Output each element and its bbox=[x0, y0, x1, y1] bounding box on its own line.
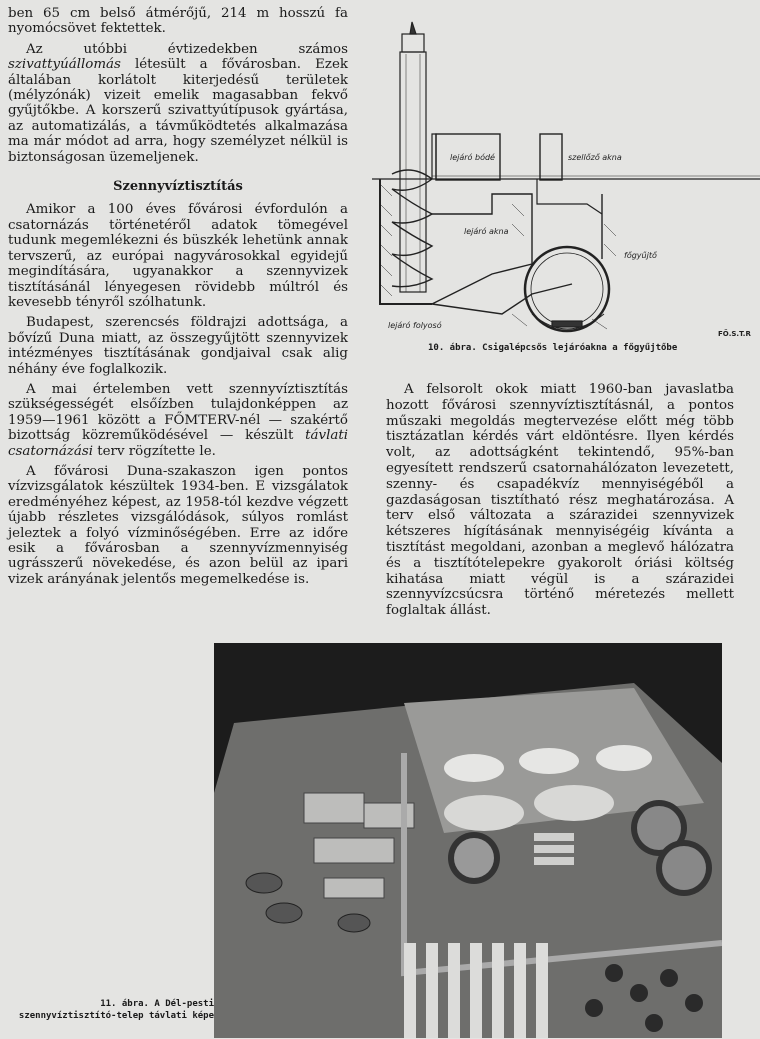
access-corridor bbox=[432, 284, 572, 314]
drawing-stamp: FŐ.S.T.R bbox=[718, 330, 751, 338]
vent-shaft-top bbox=[540, 134, 562, 180]
text-run: létesült a fővárosban. Ezek általában korlátolt kiterjedésű területek (mélyzónák) vizeit emelik magasabban fekvő gyűjtőkbe. A korszerű szivattyútípusok gyártása, az automatizálás, a távműködtetés alkalmazása ma már módot ad arra, hogy személyzet nélkül is biztonságosan üzemeljenek. bbox=[8, 57, 348, 165]
paragraph bbox=[8, 382, 348, 459]
figure-10-drawing bbox=[372, 14, 760, 344]
treatment-plant-model bbox=[214, 643, 722, 1038]
caption-line: szennyvíztisztító-telep távlati képe bbox=[18, 1011, 214, 1021]
section-heading: Szennyvíztisztítás bbox=[113, 179, 243, 195]
paragraph: Amikor a 100 éves fővárosi évfordulón a csatornázás történetéről adatok tömegével tudunk megemlékezni és büszkék lehetünk annak tervszerű, az európai nagyvárosokkal egyidejű megindítására, ugyanakkor a szennyvizek tisztításánál lényegesen rövidebb múltról és kevesebb tényről szólhatunk. bbox=[8, 202, 348, 310]
italic-term: távlati csatornázási bbox=[8, 428, 348, 459]
text-run: A mai értelemben vett szennyvíztisztítás szükségességét elsőízben tulajdonképpen az 1959—1961 között a FŐMTERV-nél — szakértő bizottság közreműködésével — készült bbox=[8, 381, 348, 444]
label-lejaro-folyoso: lejáró folyosó bbox=[388, 321, 442, 330]
text-run: terv rögzítette le. bbox=[93, 443, 216, 459]
figure-11-caption bbox=[4, 998, 214, 1022]
label-szellozo-akna: szellőző akna bbox=[568, 153, 622, 162]
label-lejaro-akna: lejáró akna bbox=[464, 227, 509, 236]
label-lejaro-bodze: lejáró bódé bbox=[450, 153, 495, 162]
italic-term: szivattyúállomás bbox=[8, 57, 121, 73]
figure-11-photo bbox=[214, 643, 722, 1038]
paragraph bbox=[8, 42, 348, 165]
access-shaft bbox=[432, 194, 532, 304]
tower-spire bbox=[410, 22, 416, 34]
tower-top bbox=[402, 34, 424, 52]
left-column bbox=[8, 6, 348, 592]
caption-line: 11. ábra. A Dél-pesti bbox=[100, 999, 214, 1009]
text-run: Az utóbbi évtizedekben számos bbox=[26, 41, 348, 57]
paragraph: A fővárosi Duna-szakaszon igen pontos vízvizsgálatok készültek 1934-ben. E vizsgálatok eredményéhez képest, az 1958-tól kezdve végzett újabb részletes vizsgálódások, súlyos romlást jeleztek a folyó vízminőségében. Erre az időre esik a fővárosban a szennyvízmennyiség ugrásszerű növekedése, és azon belül az ipari vizek arányának jelentős megemelkedése is. bbox=[8, 463, 348, 587]
paragraph: ben 65 cm belső átmérőjű, 214 m hosszú fa nyomócsövet fektettek. bbox=[8, 6, 348, 37]
label-fogyujto: főgyűjtő bbox=[624, 251, 657, 260]
paragraph: A felsorolt okok miatt 1960-ban javaslatba hozott fővárosi szennyvíztisztításnál, a pontos műszaki megoldás megtervezése előtt még több tisztázatlan kérdés várt eldöntésre. Ilyen kérdés volt, az adottságként tekintendő, 95%-ban egyesített rendszerű csatornahálózaton levezetett, szenny- és csapadékvíz mennyiségéből a gazdaságosan tisztítható rész meghatározása. A terv első változata a szárazidei szennyvizek kétszeres hígításának mennyiségéig kívánta a tisztítást megoldani, azonban a meglevő hálózatra és a tisztítótelepekre gyakorolt óriási költség kihatása miatt végül is a szárazidei szennyvízcsúcsra történő méretezés mellett foglaltak állást. bbox=[386, 382, 734, 619]
paragraph: Budapest, szerencsés földrajzi adottsága, a bővízű Duna miatt, az összegyűjtött szennyvizek intézményes tisztításának gondjaival csak alig néhány éve foglalkozik. bbox=[8, 315, 348, 377]
figure-10-caption: 10. ábra. Csigalépcsős lejáróakna a főgyűjtőbe bbox=[428, 343, 678, 353]
right-column bbox=[386, 382, 734, 619]
